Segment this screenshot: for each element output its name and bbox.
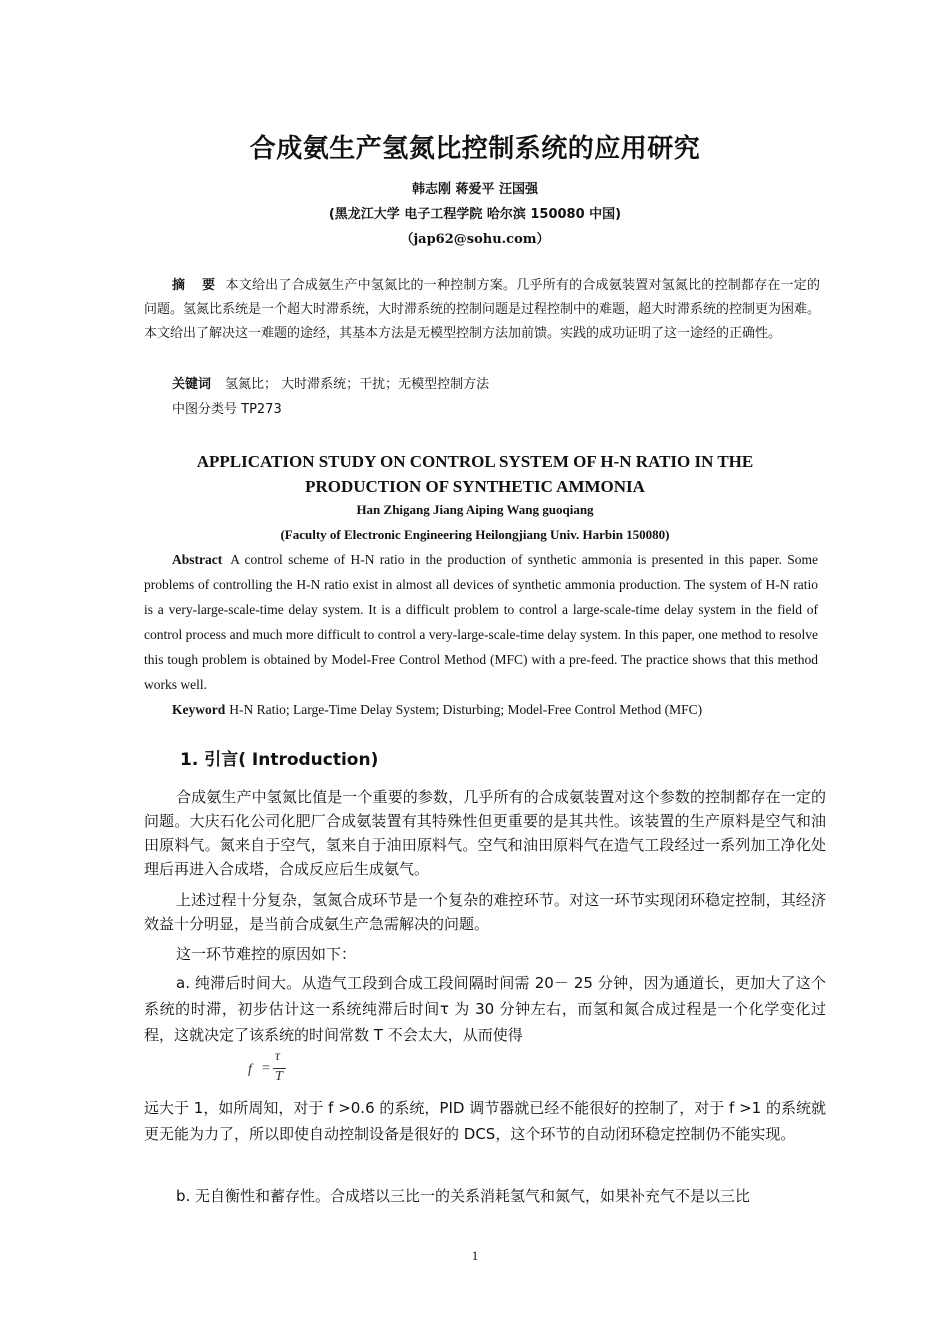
abstract-cn-label: 摘 要 (172, 278, 222, 293)
affiliation-en: (Faculty of Electronic Engineering Heilongjiang Univ. Harbin 150080) (280, 527, 670, 542)
abstract-en-label: Abstract (172, 552, 223, 567)
body-paragraph-5 (144, 1095, 826, 1147)
paragraph-text: 远大于 1，如所周知，对于 f >0.6 的系统，PID 调节器就已经不能很好的控制了，对于 f >1 的系统就更无能为力了，所以即使自动控制设备是很好的 DCS，这个环节的自动闭环稳定控制仍不能实现。 (144, 1099, 826, 1143)
abstract-cn-text: 本文给出了合成氨生产中氢氮比的一种控制方案。几乎所有的合成氨装置对氢氮比的控制都存在一定的问题。氢氮比系统是一个超大时滞系统，大时滞系统的控制问题是过程控制中的难题，超大时滞系统的控制更为困难。本文给出了解决这一难题的途经，其基本方法是无模型控制方法加前馈。实践的成功证明了这一途经的正确性。 (144, 278, 821, 341)
formula-equals: = (262, 1061, 270, 1076)
section-1-heading: 1. 引言( Introduction) (180, 750, 379, 770)
authors-cn: 韩志刚 蒋爱平 汪国强 (411, 182, 539, 197)
email-cn: （jap62@sohu.com） (400, 232, 550, 247)
keywords-en (172, 697, 702, 722)
body-paragraph-4 (144, 970, 826, 1048)
keywords-cn-label: 关键词 (172, 377, 212, 392)
body-paragraph-2 (144, 888, 826, 936)
abstract-en (144, 547, 818, 697)
paragraph-text: a. 纯滞后时间大。从造气工段到合成工段间隔时间需 20－ 25 分钟，因为通道长，更加大了这个系统的时滞，初步估计这一系统纯滞后时间τ 为 30 分钟左右，而氢和氮合成过程是一个化学变化过程，这就决定了该系统的时间常数 T 不会太大，从而使得 (144, 974, 826, 1044)
abstract-en-text: A control scheme of H-N ratio in the production of synthetic ammonia is presented in this paper. Some problems of controlling the H-N ratio exist in almost all devices of synthetic ammonia production. The system of H-N ratio is a very-large-scale-time delay system. It is a difficult problem to control a large-scale-time delay system in the field of control process and much more difficult to control a very-large-scale-time delay system. In this paper, one method to resolve this tough problem is obtained by Model-Free Control Method (MFC) with a pre-feed. The practice shows that this method works well. (144, 552, 818, 692)
formula-numerator: τ (275, 1049, 281, 1064)
paragraph-text: 这一环节难控的原因如下： (176, 945, 357, 963)
formula-denominator: T (275, 1069, 283, 1084)
page-number: 1 (471, 1248, 479, 1263)
paper-title-en: APPLICATION STUDY ON CONTROL SYSTEM OF H-N RATIO IN THE PRODUCTION OF SYNTHETIC AMMONIA (196, 452, 754, 496)
abstract-cn (144, 274, 820, 346)
paragraph-text: 合成氨生产中氢氮比值是一个重要的参数，几乎所有的合成氨装置对这个参数的控制都存在一定的问题。大庆石化公司化肥厂合成氨装置有其特殊性但更重要的是其共性。该装置的生产原料是空气和油田原料气。氮来自于空气，氢来自于油田原料气。空气和油田原料气在造气工段经过一系列加工净化处理后再进入合成塔，合成反应后生成氨气。 (144, 788, 826, 878)
keywords-en-label: Keyword (172, 702, 226, 717)
keywords-cn-text: 氢氮比； 大时滞系统；干扰；无模型控制方法 (225, 377, 490, 392)
affiliation-cn: (黑龙江大学 电子工程学院 哈尔滨 150080 中国) (328, 207, 622, 222)
paper-title-cn: 合成氨生产氢氮比控制系统的应用研究 (249, 134, 701, 164)
keywords-en-text: H-N Ratio; Large-Time Delay System; Disturbing; Model-Free Control Method (MFC) (229, 702, 703, 717)
keywords-cn (172, 373, 489, 397)
paragraph-text: b. 无自衡性和蓄存性。合成塔以三比一的关系消耗氢气和氮气，如果补充气不是以三比 (176, 1187, 751, 1205)
body-paragraph-6 (144, 1184, 826, 1208)
paragraph-text: 上述过程十分复杂，氢氮合成环节是一个复杂的难控环节。对这一环节实现闭环稳定控制，其经济效益十分明显，是当前合成氨生产急需解决的问题。 (144, 891, 826, 933)
body-paragraph-1 (144, 785, 826, 881)
authors-en: Han Zhigang Jiang Aiping Wang guoqiang (356, 502, 594, 517)
body-paragraph-3 (144, 942, 826, 966)
classification-cn: 中图分类号 TP273 (172, 402, 282, 417)
formula-lhs: f (248, 1062, 252, 1077)
